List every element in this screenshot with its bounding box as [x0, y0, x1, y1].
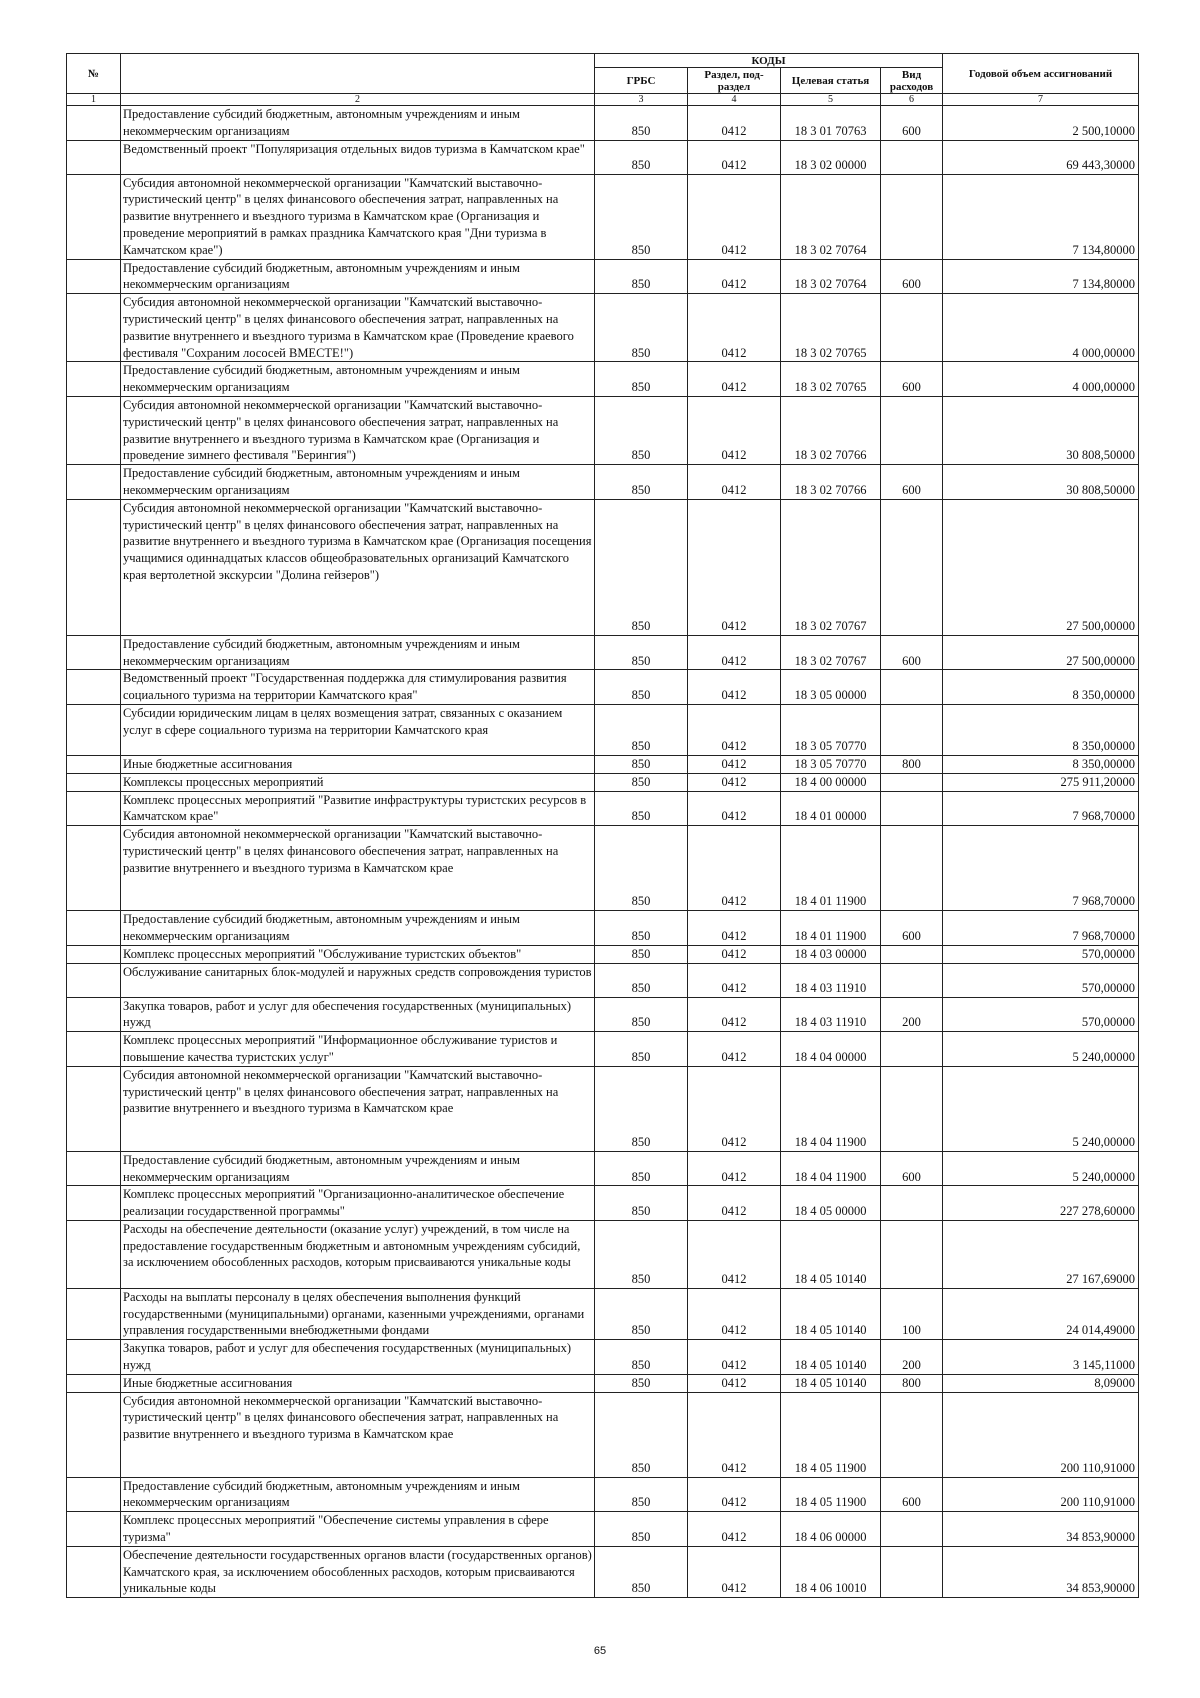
header-target: Целевая статья — [781, 68, 881, 94]
row-section: 0412 — [688, 997, 781, 1032]
row-target: 18 4 04 11900 — [781, 1066, 881, 1151]
row-section: 0412 — [688, 826, 781, 911]
row-target: 18 3 05 70770 — [781, 704, 881, 755]
row-amount: 5 240,00000 — [943, 1066, 1139, 1151]
row-number — [67, 1340, 121, 1375]
row-amount: 34 853,90000 — [943, 1546, 1139, 1597]
row-target: 18 4 01 11900 — [781, 826, 881, 911]
row-description: Субсидия автономной некоммерческой организации "Камчатский выставочно-туристический центр" в целях финансового обеспечения затрат, направленных на развитие внутреннего и въездного туризма в Камчатском крае — [121, 826, 595, 911]
row-description: Предоставление субсидий бюджетным, автономным учреждениям и иным некоммерческим организациям — [121, 362, 595, 397]
row-amount: 8,09000 — [943, 1374, 1139, 1392]
row-target: 18 4 05 10140 — [781, 1340, 881, 1375]
row-expense-type — [881, 670, 943, 705]
row-number — [67, 755, 121, 773]
table-row — [67, 1186, 1139, 1221]
row-grbs: 850 — [595, 1186, 688, 1221]
row-grbs: 850 — [595, 704, 688, 755]
col-number: 7 — [943, 94, 1139, 106]
row-grbs: 850 — [595, 1392, 688, 1477]
row-expense-type — [881, 791, 943, 826]
col-number: 2 — [121, 94, 595, 106]
table-row — [67, 1477, 1139, 1512]
row-amount: 3 145,11000 — [943, 1340, 1139, 1375]
row-description: Предоставление субсидий бюджетным, автономным учреждениям и иным некоммерческим организациям — [121, 1477, 595, 1512]
row-amount: 2 500,10000 — [943, 106, 1139, 141]
row-amount: 4 000,00000 — [943, 362, 1139, 397]
row-amount: 227 278,60000 — [943, 1186, 1139, 1221]
row-grbs: 850 — [595, 911, 688, 946]
row-grbs: 850 — [595, 670, 688, 705]
row-number — [67, 140, 121, 174]
row-number — [67, 997, 121, 1032]
row-target: 18 4 04 11900 — [781, 1151, 881, 1186]
row-target: 18 4 03 11910 — [781, 997, 881, 1032]
row-number — [67, 1151, 121, 1186]
row-amount: 570,00000 — [943, 997, 1139, 1032]
table-row — [67, 465, 1139, 500]
row-number — [67, 1288, 121, 1339]
row-expense-type — [881, 963, 943, 997]
row-number — [67, 945, 121, 963]
col-number: 5 — [781, 94, 881, 106]
row-amount: 8 350,00000 — [943, 755, 1139, 773]
row-grbs: 850 — [595, 465, 688, 500]
row-description: Субсидия автономной некоммерческой организации "Камчатский выставочно-туристический центр" в целях финансового обеспечения затрат, направленных на развитие внутреннего и въездного туризма в Камчатском крае (Организация и проведение мероприятий в рамках праздника Камчатского края "Дни туризма в Камчатском крае") — [121, 174, 595, 259]
row-section: 0412 — [688, 1151, 781, 1186]
row-expense-type — [881, 1220, 943, 1288]
row-grbs: 850 — [595, 1032, 688, 1067]
row-description: Ведомственный проект "Государственная поддержка для стимулирования развития социального туризма на территории Камчатского края" — [121, 670, 595, 705]
row-section: 0412 — [688, 911, 781, 946]
row-section: 0412 — [688, 704, 781, 755]
row-number — [67, 791, 121, 826]
row-amount: 7 968,70000 — [943, 791, 1139, 826]
row-grbs: 850 — [595, 997, 688, 1032]
row-amount: 30 808,50000 — [943, 396, 1139, 464]
row-grbs: 850 — [595, 791, 688, 826]
row-expense-type: 100 — [881, 1288, 943, 1339]
row-expense-type: 600 — [881, 259, 943, 294]
row-grbs: 850 — [595, 1477, 688, 1512]
row-grbs: 850 — [595, 396, 688, 464]
table-row — [67, 396, 1139, 464]
table-row — [67, 294, 1139, 362]
row-description: Ведомственный проект "Популяризация отдельных видов туризма в Камчатском крае" — [121, 140, 595, 174]
row-target: 18 4 00 00000 — [781, 773, 881, 791]
table-row — [67, 1512, 1139, 1547]
row-expense-type — [881, 294, 943, 362]
row-expense-type — [881, 1512, 943, 1547]
row-target: 18 3 02 70766 — [781, 465, 881, 500]
row-amount: 8 350,00000 — [943, 704, 1139, 755]
row-number — [67, 294, 121, 362]
row-amount: 570,00000 — [943, 945, 1139, 963]
row-number — [67, 259, 121, 294]
row-grbs: 850 — [595, 1512, 688, 1547]
table-row — [67, 106, 1139, 141]
table-row — [67, 1032, 1139, 1067]
table-row — [67, 635, 1139, 670]
row-description: Комплекс процессных мероприятий "Обслуживание туристских объектов" — [121, 945, 595, 963]
row-number — [67, 635, 121, 670]
header-no: № — [67, 54, 121, 94]
row-description: Обеспечение деятельности государственных органов власти (государственных органов) Камчатского края, за исключением обособленных расходов, которым присваиваются уникальные коды — [121, 1546, 595, 1597]
row-number — [67, 1512, 121, 1547]
row-grbs: 850 — [595, 635, 688, 670]
table-row — [67, 826, 1139, 911]
row-description: Обслуживание санитарных блок-модулей и наружных средств сопровождения туристов — [121, 963, 595, 997]
table-row — [67, 755, 1139, 773]
table-row — [67, 963, 1139, 997]
row-grbs: 850 — [595, 1151, 688, 1186]
table-row — [67, 1151, 1139, 1186]
row-section: 0412 — [688, 465, 781, 500]
row-section: 0412 — [688, 499, 781, 635]
row-number — [67, 1546, 121, 1597]
row-section: 0412 — [688, 963, 781, 997]
table-row — [67, 791, 1139, 826]
row-expense-type: 600 — [881, 635, 943, 670]
row-expense-type — [881, 1032, 943, 1067]
row-expense-type: 600 — [881, 911, 943, 946]
row-expense-type — [881, 499, 943, 635]
row-amount: 7 134,80000 — [943, 259, 1139, 294]
row-amount: 30 808,50000 — [943, 465, 1139, 500]
row-target: 18 3 02 70765 — [781, 362, 881, 397]
row-target: 18 3 02 70764 — [781, 259, 881, 294]
row-grbs: 850 — [595, 1340, 688, 1375]
row-expense-type — [881, 704, 943, 755]
row-number — [67, 465, 121, 500]
row-grbs: 850 — [595, 755, 688, 773]
table-body — [67, 106, 1139, 1598]
row-section: 0412 — [688, 670, 781, 705]
row-description: Предоставление субсидий бюджетным, автономным учреждениям и иным некоммерческим организациям — [121, 465, 595, 500]
row-amount: 27 167,69000 — [943, 1220, 1139, 1288]
row-section: 0412 — [688, 1477, 781, 1512]
row-description: Субсидия автономной некоммерческой организации "Камчатский выставочно-туристический центр" в целях финансового обеспечения затрат, направленных на развитие внутреннего и въездного туризма в Камчатском крае — [121, 1392, 595, 1477]
row-expense-type — [881, 1546, 943, 1597]
row-expense-type: 200 — [881, 997, 943, 1032]
row-expense-type — [881, 945, 943, 963]
header-expense-type: Вид расходов — [881, 68, 943, 94]
table-row — [67, 997, 1139, 1032]
header-description — [121, 54, 595, 94]
row-target: 18 4 05 10140 — [781, 1288, 881, 1339]
row-target: 18 3 01 70763 — [781, 106, 881, 141]
row-description: Иные бюджетные ассигнования — [121, 1374, 595, 1392]
row-grbs: 850 — [595, 1374, 688, 1392]
row-amount: 275 911,20000 — [943, 773, 1139, 791]
row-section: 0412 — [688, 140, 781, 174]
row-expense-type: 800 — [881, 1374, 943, 1392]
row-number — [67, 174, 121, 259]
row-description: Субсидия автономной некоммерческой организации "Камчатский выставочно-туристический центр" в целях финансового обеспечения затрат, направленных на развитие внутреннего и въездного туризма в Камчатском крае (Организация посещения учащимися одиннадцатых классов общеобразовательных организаций Камчатского края вертолетной экскурсии "Долина гейзеров") — [121, 499, 595, 635]
table-row — [67, 1288, 1139, 1339]
row-section: 0412 — [688, 1032, 781, 1067]
row-section: 0412 — [688, 259, 781, 294]
row-section: 0412 — [688, 1186, 781, 1221]
row-grbs: 850 — [595, 826, 688, 911]
row-number — [67, 773, 121, 791]
row-grbs: 850 — [595, 1288, 688, 1339]
row-section: 0412 — [688, 755, 781, 773]
row-target: 18 4 03 11910 — [781, 963, 881, 997]
row-target: 18 3 02 00000 — [781, 140, 881, 174]
header-section: Раздел, под-раздел — [688, 68, 781, 94]
col-number: 6 — [881, 94, 943, 106]
row-section: 0412 — [688, 1220, 781, 1288]
row-description: Предоставление субсидий бюджетным, автономным учреждениям и иным некоммерческим организациям — [121, 635, 595, 670]
row-description: Комплекс процессных мероприятий "Информационное обслуживание туристов и повышение качества туристских услуг" — [121, 1032, 595, 1067]
header-codes: КОДЫ — [595, 54, 943, 68]
table-row — [67, 1066, 1139, 1151]
row-grbs: 850 — [595, 963, 688, 997]
row-target: 18 4 05 10140 — [781, 1220, 881, 1288]
row-section: 0412 — [688, 773, 781, 791]
row-target: 18 3 05 00000 — [781, 670, 881, 705]
row-target: 18 4 05 00000 — [781, 1186, 881, 1221]
row-amount: 7 134,80000 — [943, 174, 1139, 259]
row-description: Субсидия автономной некоммерческой организации "Камчатский выставочно-туристический центр" в целях финансового обеспечения затрат, направленных на развитие внутреннего и въездного туризма в Камчатском крае (Проведение краевого фестиваля "Сохраним лососей ВМЕСТЕ!") — [121, 294, 595, 362]
row-section: 0412 — [688, 1288, 781, 1339]
row-description: Иные бюджетные ассигнования — [121, 755, 595, 773]
row-description: Комплекс процессных мероприятий "Организационно-аналитическое обеспечение реализации государственной программы" — [121, 1186, 595, 1221]
row-amount: 4 000,00000 — [943, 294, 1139, 362]
header-grbs: ГРБС — [595, 68, 688, 94]
row-description: Закупка товаров, работ и услуг для обеспечения государственных (муниципальных) нужд — [121, 997, 595, 1032]
row-amount: 69 443,30000 — [943, 140, 1139, 174]
row-section: 0412 — [688, 945, 781, 963]
row-description: Комплексы процессных мероприятий — [121, 773, 595, 791]
budget-table — [66, 53, 1139, 1598]
row-amount: 27 500,00000 — [943, 635, 1139, 670]
row-number — [67, 1032, 121, 1067]
col-number: 4 — [688, 94, 781, 106]
table-row — [67, 362, 1139, 397]
row-number — [67, 1477, 121, 1512]
row-expense-type — [881, 1066, 943, 1151]
table-row — [67, 499, 1139, 635]
row-expense-type: 600 — [881, 362, 943, 397]
row-number — [67, 963, 121, 997]
row-section: 0412 — [688, 635, 781, 670]
row-number — [67, 704, 121, 755]
row-target: 18 4 01 11900 — [781, 911, 881, 946]
row-expense-type — [881, 1392, 943, 1477]
row-number — [67, 396, 121, 464]
row-amount: 7 968,70000 — [943, 911, 1139, 946]
page-number: 65 — [593, 1645, 607, 1657]
table-row — [67, 945, 1139, 963]
row-description: Предоставление субсидий бюджетным, автономным учреждениям и иным некоммерческим организациям — [121, 259, 595, 294]
row-target: 18 3 05 70770 — [781, 755, 881, 773]
table-row — [67, 1374, 1139, 1392]
row-section: 0412 — [688, 294, 781, 362]
row-section: 0412 — [688, 1392, 781, 1477]
header-annual: Годовой объем ассигнований — [943, 54, 1139, 94]
row-grbs: 850 — [595, 773, 688, 791]
row-grbs: 850 — [595, 140, 688, 174]
row-expense-type — [881, 826, 943, 911]
row-expense-type: 600 — [881, 1477, 943, 1512]
row-expense-type: 600 — [881, 465, 943, 500]
row-description: Комплекс процессных мероприятий "Обеспечение системы управления в сфере туризма" — [121, 1512, 595, 1547]
row-target: 18 4 03 00000 — [781, 945, 881, 963]
row-grbs: 850 — [595, 362, 688, 397]
row-target: 18 4 01 00000 — [781, 791, 881, 826]
row-number — [67, 911, 121, 946]
row-expense-type: 200 — [881, 1340, 943, 1375]
row-target: 18 3 02 70767 — [781, 499, 881, 635]
row-amount: 200 110,91000 — [943, 1477, 1139, 1512]
row-section: 0412 — [688, 396, 781, 464]
table-row — [67, 259, 1139, 294]
row-description: Субсидия автономной некоммерческой организации "Камчатский выставочно-туристический центр" в целях финансового обеспечения затрат, направленных на развитие внутреннего и въездного туризма в Камчатском крае — [121, 1066, 595, 1151]
row-target: 18 4 05 11900 — [781, 1477, 881, 1512]
row-description: Субсидии юридическим лицам в целях возмещения затрат, связанных с оказанием услуг в сфере социального туризма на территории Камчатского края — [121, 704, 595, 755]
row-number — [67, 1220, 121, 1288]
row-target: 18 3 02 70767 — [781, 635, 881, 670]
row-grbs: 850 — [595, 259, 688, 294]
row-section: 0412 — [688, 1066, 781, 1151]
row-section: 0412 — [688, 1340, 781, 1375]
row-expense-type — [881, 396, 943, 464]
row-section: 0412 — [688, 1546, 781, 1597]
row-description: Предоставление субсидий бюджетным, автономным учреждениям и иным некоммерческим организациям — [121, 911, 595, 946]
row-description: Предоставление субсидий бюджетным, автономным учреждениям и иным некоммерческим организациям — [121, 106, 595, 141]
table-row — [67, 773, 1139, 791]
row-number — [67, 1186, 121, 1221]
row-description: Субсидия автономной некоммерческой организации "Камчатский выставочно-туристический центр" в целях финансового обеспечения затрат, направленных на развитие внутреннего и въездного туризма в Камчатском крае (Организация и проведение зимнего фестиваля "Берингия") — [121, 396, 595, 464]
row-amount: 200 110,91000 — [943, 1392, 1139, 1477]
row-section: 0412 — [688, 362, 781, 397]
row-amount: 27 500,00000 — [943, 499, 1139, 635]
row-section: 0412 — [688, 791, 781, 826]
row-number — [67, 362, 121, 397]
row-expense-type: 800 — [881, 755, 943, 773]
row-target: 18 3 02 70765 — [781, 294, 881, 362]
row-grbs: 850 — [595, 1066, 688, 1151]
row-section: 0412 — [688, 106, 781, 141]
row-grbs: 850 — [595, 1546, 688, 1597]
table-row — [67, 1340, 1139, 1375]
table-row — [67, 174, 1139, 259]
row-target: 18 3 02 70764 — [781, 174, 881, 259]
row-expense-type — [881, 174, 943, 259]
table-header — [67, 54, 1139, 106]
row-number — [67, 499, 121, 635]
row-target: 18 4 04 00000 — [781, 1032, 881, 1067]
row-amount: 7 968,70000 — [943, 826, 1139, 911]
row-number — [67, 1392, 121, 1477]
row-amount: 8 350,00000 — [943, 670, 1139, 705]
row-amount: 570,00000 — [943, 963, 1139, 997]
row-description: Расходы на выплаты персоналу в целях обеспечения выполнения функций государственными (муниципальными) органами, казенными учреждениями, органами управления государственными внебюджетными фондами — [121, 1288, 595, 1339]
row-grbs: 850 — [595, 945, 688, 963]
col-number: 1 — [67, 94, 121, 106]
row-description: Расходы на обеспечение деятельности (оказание услуг) учреждений, в том числе на предоставление государственным бюджетным и автономным учреждениям субсидий, за исключением обособленных расходов, которым присваиваются уникальные коды — [121, 1220, 595, 1288]
row-number — [67, 106, 121, 141]
row-expense-type — [881, 773, 943, 791]
table-row — [67, 1220, 1139, 1288]
row-amount: 24 014,49000 — [943, 1288, 1139, 1339]
row-number — [67, 826, 121, 911]
row-grbs: 850 — [595, 499, 688, 635]
row-description: Комплекс процессных мероприятий "Развитие инфраструктуры туристских ресурсов в Камчатском крае" — [121, 791, 595, 826]
row-amount: 5 240,00000 — [943, 1151, 1139, 1186]
table-row — [67, 670, 1139, 705]
table-row — [67, 704, 1139, 755]
row-target: 18 4 06 10010 — [781, 1546, 881, 1597]
row-section: 0412 — [688, 1512, 781, 1547]
row-target: 18 3 02 70766 — [781, 396, 881, 464]
row-grbs: 850 — [595, 1220, 688, 1288]
row-grbs: 850 — [595, 106, 688, 141]
table-row — [67, 140, 1139, 174]
row-number — [67, 1066, 121, 1151]
row-expense-type: 600 — [881, 1151, 943, 1186]
row-section: 0412 — [688, 1374, 781, 1392]
row-section: 0412 — [688, 174, 781, 259]
table-row — [67, 1546, 1139, 1597]
row-number — [67, 1374, 121, 1392]
row-description: Закупка товаров, работ и услуг для обеспечения государственных (муниципальных) нужд — [121, 1340, 595, 1375]
row-description: Предоставление субсидий бюджетным, автономным учреждениям и иным некоммерческим организациям — [121, 1151, 595, 1186]
row-amount: 5 240,00000 — [943, 1032, 1139, 1067]
col-number: 3 — [595, 94, 688, 106]
row-amount: 34 853,90000 — [943, 1512, 1139, 1547]
table-row — [67, 1392, 1139, 1477]
row-target: 18 4 05 10140 — [781, 1374, 881, 1392]
row-target: 18 4 06 00000 — [781, 1512, 881, 1547]
row-expense-type: 600 — [881, 106, 943, 141]
row-expense-type — [881, 1186, 943, 1221]
row-number — [67, 670, 121, 705]
row-grbs: 850 — [595, 294, 688, 362]
row-expense-type — [881, 140, 943, 174]
table-row — [67, 911, 1139, 946]
row-target: 18 4 05 11900 — [781, 1392, 881, 1477]
row-grbs: 850 — [595, 174, 688, 259]
